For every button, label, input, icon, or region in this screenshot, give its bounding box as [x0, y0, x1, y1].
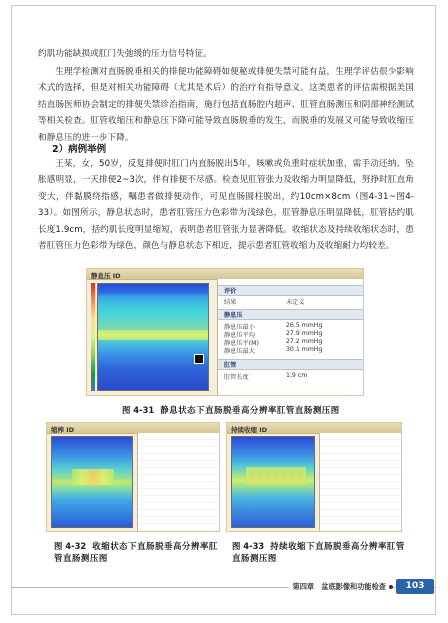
stats-panel — [137, 433, 220, 532]
pressure-band — [72, 469, 114, 485]
figure-title: 缩榨 ID — [51, 426, 75, 434]
pressure-heatmap — [51, 436, 133, 528]
figure-4-32-caption: 图 4-32 收缩状态下直肠脱垂高分辨率肛管直肠测压图 — [54, 541, 218, 563]
pressure-band — [246, 467, 306, 485]
footer-bullet — [389, 585, 393, 589]
pressure-heatmap — [231, 436, 315, 528]
section-heading: 2）病例举例 — [52, 144, 107, 155]
paragraph-3: 王某，女，50岁，反复排便时肛门内直肠脱出5年，咳嗽或负重时症状加重，需手动还纳。坠胀感明显，一天排便2~3次，伴有排便不尽感。检查见肛管张力及收缩力明显降低，努挣时肛直角变大，伴黏膜绕指感，嘱患者做排便动作，可见直肠圆柱脱出，约10cm×8cm（图4-31~图4-33）。如图所示，静息状态时，患者肛管压力色彩带为浅绿色，肛管静息压明显降低，肛管括约肌长度1.9cm，括约肌长度明显缩短，表明患者肛管张力显著降低。收缩状态及持续收缩状态时，患者肛管压力色彩带为绿色，颜色与静息状态下相近，提示患者肛管收缩力及收缩耐力均较差。 — [38, 159, 414, 252]
stats-panel: 评价 结果 未定义 静息压 静息压最小 26.5 mmHg 静息压平均 27.9 mmHg 静息压平(M) 27.2 mmHg 静息压最大 30.1 mmHg 肛管 肛管长度 1.9 cm — [217, 279, 364, 396]
rest-header: 静息压 — [218, 309, 364, 320]
figure-4-31-panel — [86, 268, 364, 396]
figure-4-33-panel — [226, 422, 402, 532]
figure-4-31-caption: 图 4-31 静息状态下直肠脱垂高分辨率肛管直肠测压图 — [122, 405, 340, 415]
canal-header: 肛管 — [218, 359, 364, 370]
paragraph-1: 约肌功能缺损或肛门失弛缓的压力信号特征。 — [38, 49, 212, 59]
eval-header: 评价 — [218, 285, 364, 296]
figure-4-33-caption: 图 4-33 持续收缩下直肠脱垂高分辨率肛管直肠测压图 — [232, 541, 405, 563]
footer-chapter: 第四章 盆底影像和功能检查 — [289, 582, 390, 592]
figure-title: 静息压 ID — [91, 272, 121, 280]
figure-4-32-panel — [46, 422, 220, 532]
pressure-band — [98, 330, 208, 340]
figure-title: 持续收缩 ID — [231, 426, 268, 434]
paragraph-2: 生理学检测对直肠脱垂相关的排便功能障碍如便秘或排便失禁可能有益，生理学评估很少影响术式的选择，但是对相关功能障碍（尤其是术后）的治疗有指导意义。这类患者的评估需根据美国结直肠医师协会制定的排便失禁诊治指南，施行包括直肠腔内超声、肛管直肠测压和阴部神经测试等相关检查。肛管收缩压和静息压下降可能导致直肠脱垂的发生，而脱垂的发展又可能导致收缩压和静息压的进一步下降。 — [38, 67, 414, 143]
pressure-heatmap — [97, 283, 209, 391]
marker-icon — [194, 354, 204, 364]
stats-panel — [319, 433, 402, 532]
page-number: 103 — [396, 579, 434, 594]
color-scale — [91, 283, 95, 391]
